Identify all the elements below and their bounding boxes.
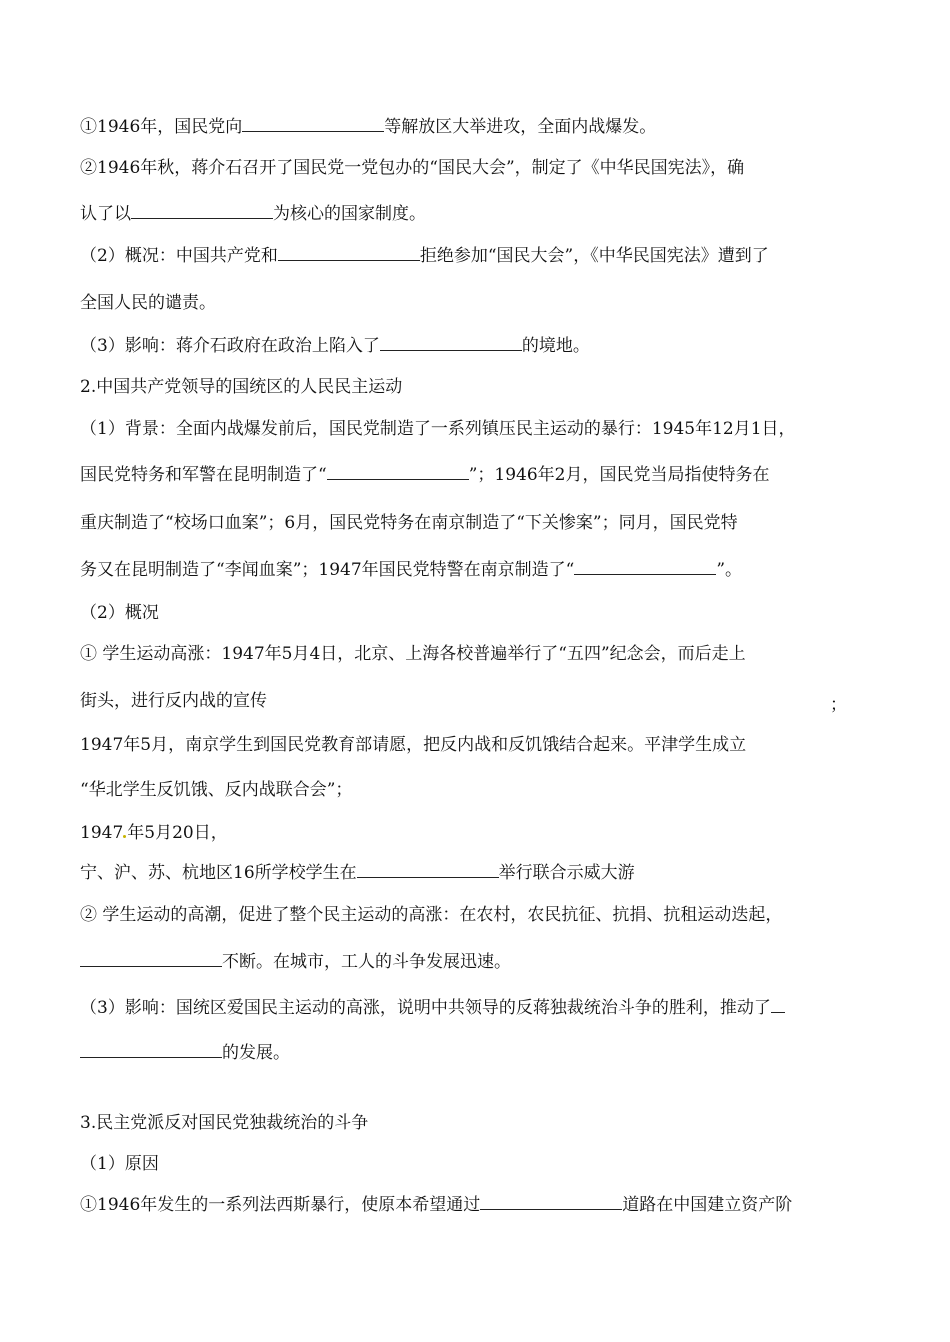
answer-blank[interactable] <box>327 465 469 480</box>
text-line: 务又在昆明制造了“李闻血案”；1947年国民党特警在南京制造了“ ”。 <box>80 560 743 580</box>
answer-blank[interactable] <box>80 1043 222 1058</box>
answer-blank[interactable] <box>131 204 273 219</box>
text-line: （1）原因 <box>80 1154 159 1174</box>
answer-blank[interactable] <box>278 246 420 261</box>
answer-blank[interactable] <box>80 952 222 967</box>
text-line: 国民党特务和军警在昆明制造了“ ”；1946年2月，国民党当局指使特务在 <box>80 465 770 485</box>
text-line: ①1946年发生的一系列法西斯暴行，使原本希望通过 道路在中国建立资产阶 <box>80 1195 793 1215</box>
answer-blank[interactable] <box>574 560 716 575</box>
answer-blank[interactable] <box>242 117 384 132</box>
semicolon: ； <box>830 695 847 715</box>
text-line: （2）概况 <box>80 603 159 623</box>
text-line: 1947年5月，南京学生到国民党教育部请愿，把反内战和反饥饿结合起来。平津学生成立 <box>80 735 747 755</box>
text-line: ② 学生运动的高潮，促进了整个民主运动的高涨：在农村，农民抗征、抗捐、抗租运动迭起， <box>80 905 783 925</box>
text-line: 认了以 为核心的国家制度。 <box>80 204 426 224</box>
text-line: （3）影响：蒋介石政府在政治上陷入了 的境地。 <box>80 336 590 356</box>
text-line: 1947 年5月20日， <box>80 823 228 843</box>
section-heading: 2.中国共产党领导的国统区的人民民主运动 <box>80 377 403 397</box>
mark-dot <box>123 835 126 838</box>
text-line: 全国人民的谴责。 <box>80 293 216 313</box>
answer-blank[interactable] <box>380 336 522 351</box>
text-line: 的发展。 <box>80 1042 290 1064</box>
text-line: （2）概况：中国共产党和 拒绝参加“国民大会”，《中华民国宪法》遭到了 <box>80 246 769 266</box>
text-line: 宁、沪、苏、杭地区16所学校学生在 举行联合示威大游 <box>80 863 635 883</box>
text-line: ①1946年，国民党向 等解放区大举进攻，全面内战爆发。 <box>80 117 657 137</box>
text-line: 街头，进行反内战的宣传 <box>80 691 267 711</box>
text-line: ① 学生运动高涨：1947年5月4日，北京、上海各校普遍举行了“五四”纪念会，而后走上 <box>80 644 746 664</box>
text-line: “华北学生反饥饿、反内战联合会”； <box>80 780 353 800</box>
answer-blank[interactable] <box>480 1195 622 1210</box>
answer-blank[interactable] <box>357 863 499 878</box>
section-heading: 3.民主党派反对国民党独裁统治的斗争 <box>80 1113 369 1133</box>
text-line: （3）影响：国统区爱国民主运动的高涨，说明中共领导的反蒋独裁统治斗争的胜利，推动了 <box>80 997 785 1019</box>
text-line: 重庆制造了“校场口血案”；6月，国民党特务在南京制造了“下关惨案”；同月，国民党特 <box>80 513 738 533</box>
text-line: 不断。在城市，工人的斗争发展迅速。 <box>80 951 511 973</box>
text-line: ②1946年秋，蒋介石召开了国民党一党包办的“国民大会”，制定了《中华民国宪法》，确 <box>80 158 745 178</box>
text-line: （1）背景：全面内战爆发前后，国民党制造了一系列镇压民主运动的暴行：1945年12月1日， <box>80 419 796 439</box>
answer-blank[interactable] <box>771 998 785 1013</box>
